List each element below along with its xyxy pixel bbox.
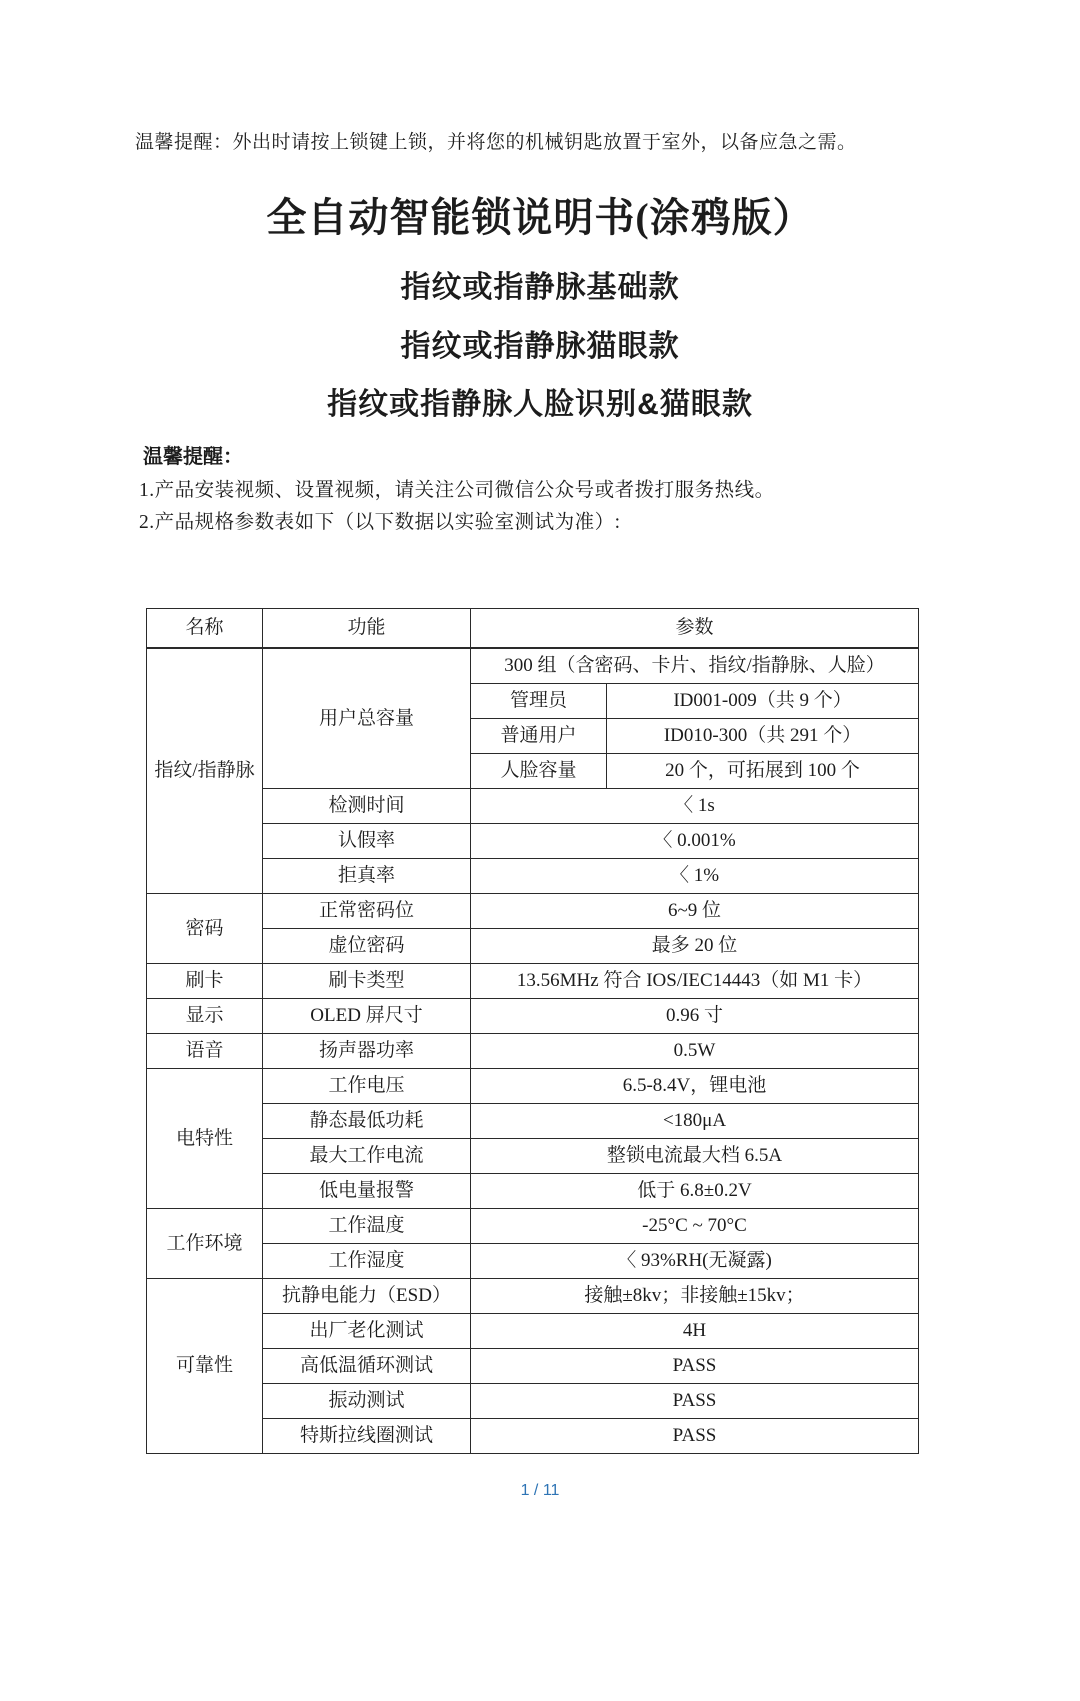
spec-table-row <box>147 894 919 929</box>
spec-table-cell: 低电量报警 <box>263 1174 471 1209</box>
spec-table-cell: 最多 20 位 <box>471 929 919 964</box>
spec-table-cell: PASS <box>471 1419 919 1454</box>
spec-table-row <box>147 1209 919 1244</box>
spec-table-row <box>147 1069 919 1104</box>
spec-table-cell: 扬声器功率 <box>263 1034 471 1069</box>
spec-table <box>146 608 919 1454</box>
spec-table-row <box>147 1104 919 1139</box>
spec-table-cell: 最大工作电流 <box>263 1139 471 1174</box>
spec-table-cell: 显示 <box>147 999 263 1034</box>
page-title: 全自动智能锁说明书(涂鸦版） <box>266 195 814 240</box>
spec-table-cell: 〈 93%RH(无凝露) <box>471 1244 919 1279</box>
spec-table-cell: 6~9 位 <box>471 894 919 929</box>
spec-table-cell: 〈 0.001% <box>471 824 919 859</box>
spec-table-row <box>147 1349 919 1384</box>
spec-table-cell: 0.5W <box>471 1034 919 1069</box>
spec-table-cell: 4H <box>471 1314 919 1349</box>
spec-table-row <box>147 1034 919 1069</box>
spec-table-cell: 认假率 <box>263 824 471 859</box>
spec-table-cell: 管理员 <box>471 684 607 719</box>
spec-table-cell: 工作湿度 <box>263 1244 471 1279</box>
spec-table-row <box>147 1314 919 1349</box>
spec-table-cell: PASS <box>471 1384 919 1419</box>
spec-table-cell: 振动测试 <box>263 1384 471 1419</box>
spec-table-row <box>147 1244 919 1279</box>
spec-table-cell: 300 组（含密码、卡片、指纹/指静脉、人脸） <box>471 648 919 684</box>
spec-table-cell: 检测时间 <box>263 789 471 824</box>
spec-table-cell: 语音 <box>147 1034 263 1069</box>
spec-table-cell: 密码 <box>147 894 263 964</box>
spec-table-cell: 工作环境 <box>147 1209 263 1279</box>
spec-table-cell: 虚位密码 <box>263 929 471 964</box>
spec-table-cell: 拒真率 <box>263 859 471 894</box>
reminder-heading: 温馨提醒： <box>143 446 243 468</box>
spec-table-cell: 0.96 寸 <box>471 999 919 1034</box>
reminder-item-spec-table: 2.产品规格参数表如下（以下数据以实验室测试为准）: <box>139 512 621 533</box>
subtitle-fingerprint-cateye: 指纹或指静脉猫眼款 <box>400 330 680 363</box>
spec-table-cell: ID001-009（共 9 个） <box>607 684 919 719</box>
spec-table-cell: 静态最低功耗 <box>263 1104 471 1139</box>
spec-table-cell: 高低温循环测试 <box>263 1349 471 1384</box>
spec-table-cell: 接触±8kv；非接触±15kv； <box>471 1279 919 1314</box>
spec-table-cell: 正常密码位 <box>263 894 471 929</box>
spec-table-row <box>147 999 919 1034</box>
spec-table-cell: 13.56MHz 符合 IOS/IEC14443（如 M1 卡） <box>471 964 919 999</box>
spec-table-cell: 刷卡类型 <box>263 964 471 999</box>
spec-table-cell: PASS <box>471 1349 919 1384</box>
spec-table-cell: -25°C ~ 70°C <box>471 1209 919 1244</box>
spec-table-cell: 普通用户 <box>471 719 607 754</box>
spec-table-cell: OLED 屏尺寸 <box>263 999 471 1034</box>
spec-table-row <box>147 1279 919 1314</box>
spec-table-cell: 可靠性 <box>147 1279 263 1454</box>
spec-table-cell: 电特性 <box>147 1069 263 1209</box>
spec-table-cell: 出厂老化测试 <box>263 1314 471 1349</box>
spec-table-row <box>147 1384 919 1419</box>
spec-table-cell: 特斯拉线圈测试 <box>263 1419 471 1454</box>
spec-table-cell: 工作电压 <box>263 1069 471 1104</box>
spec-table-cell: 整锁电流最大档 6.5A <box>471 1139 919 1174</box>
spec-table-row <box>147 1419 919 1454</box>
spec-table-row <box>147 648 919 684</box>
spec-table-row <box>147 964 919 999</box>
top-notice: 温馨提醒：外出时请按上锁键上锁，并将您的机械钥匙放置于室外，以备应急之需。 <box>135 132 857 153</box>
subtitle-fingerprint-basic: 指纹或指静脉基础款 <box>400 271 680 304</box>
spec-table-cell: 20 个，可拓展到 100 个 <box>607 754 919 789</box>
spec-table-header-row <box>147 609 919 649</box>
spec-table-row <box>147 824 919 859</box>
spec-table-cell: 〈 1s <box>471 789 919 824</box>
spec-table-cell: 低于 6.8±0.2V <box>471 1174 919 1209</box>
spec-table-row <box>147 859 919 894</box>
spec-table-row <box>147 789 919 824</box>
column-header-name: 名称 <box>147 609 263 649</box>
subtitle-fingerprint-face-cateye: 指纹或指静脉人脸识别&猫眼款 <box>327 388 753 421</box>
column-header-parameter: 参数 <box>471 609 919 649</box>
spec-table-cell: 〈 1% <box>471 859 919 894</box>
spec-table-cell: <180μA <box>471 1104 919 1139</box>
spec-table-cell: 指纹/指静脉 <box>147 648 263 894</box>
spec-table-cell: ID010-300（共 291 个） <box>607 719 919 754</box>
spec-table-row <box>147 1174 919 1209</box>
spec-table-cell: 抗静电能力（ESD） <box>263 1279 471 1314</box>
spec-table-cell: 人脸容量 <box>471 754 607 789</box>
spec-table-cell: 刷卡 <box>147 964 263 999</box>
spec-table-cell: 6.5-8.4V，锂电池 <box>471 1069 919 1104</box>
reminder-item-video: 1.产品安装视频、设置视频，请关注公司微信公众号或者拨打服务热线。 <box>139 480 775 501</box>
spec-table-cell: 用户总容量 <box>263 648 471 789</box>
page-number: 1 / 11 <box>520 1482 560 1499</box>
spec-table-row <box>147 1139 919 1174</box>
spec-table-row <box>147 929 919 964</box>
spec-table-cell: 工作温度 <box>263 1209 471 1244</box>
column-header-function: 功能 <box>263 609 471 649</box>
